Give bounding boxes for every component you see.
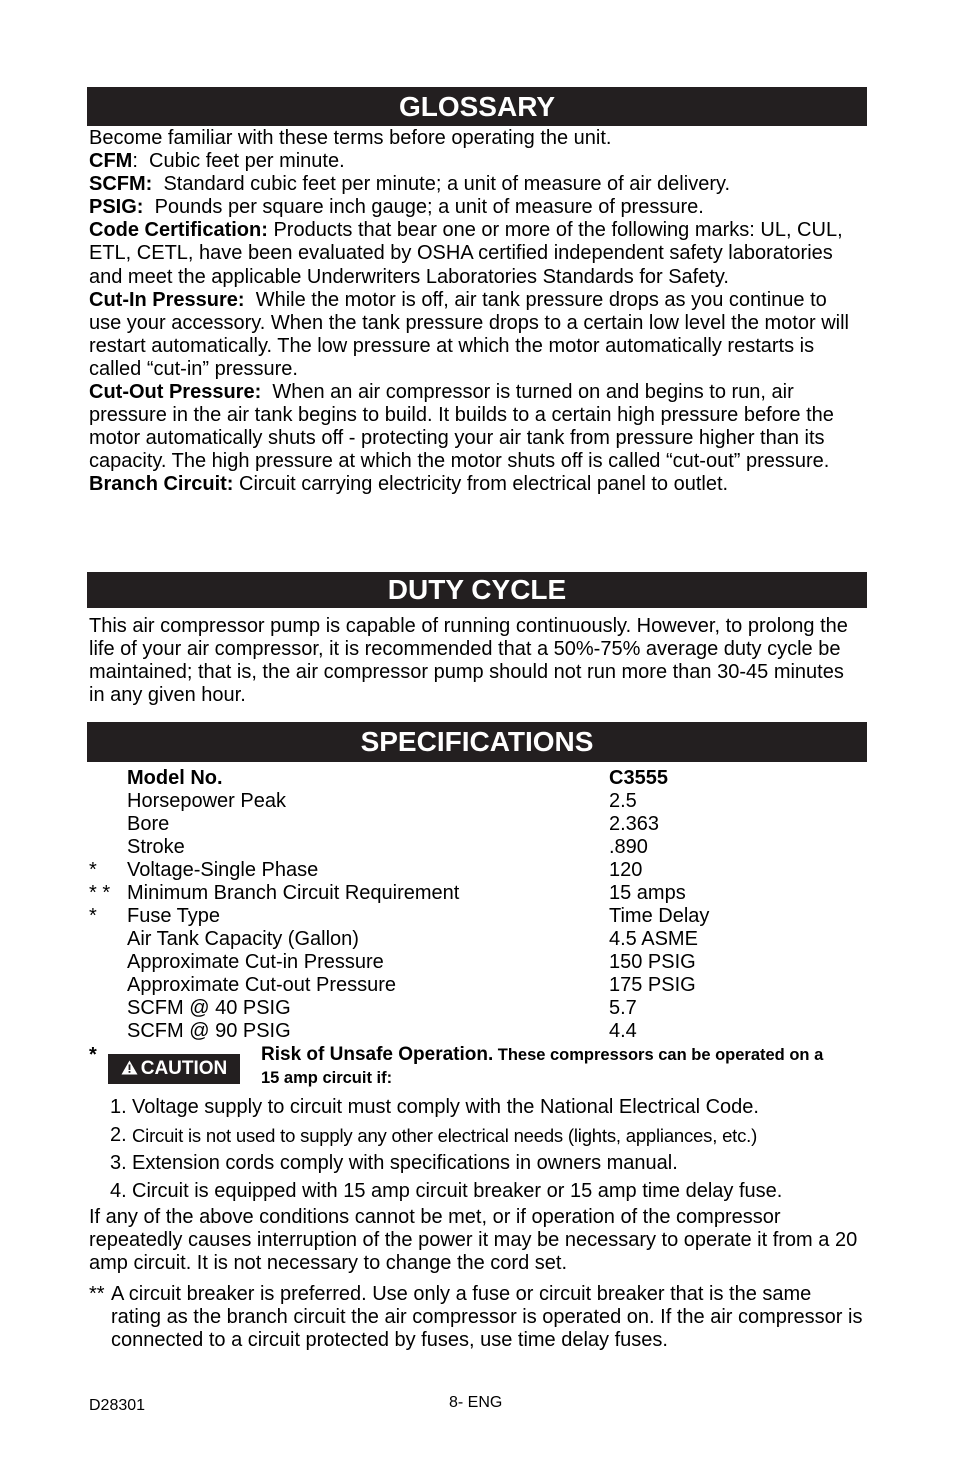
term-label: CFM xyxy=(89,150,133,173)
spec-row xyxy=(89,951,864,974)
spec-label: Stroke xyxy=(127,836,185,858)
term-definition: Circuit carrying electricity from electrical panel to outlet. xyxy=(239,473,729,496)
spec-header-row xyxy=(89,767,864,790)
list-item xyxy=(89,1152,864,1180)
caution-heading: Risk of Unsafe Operation. xyxy=(261,1044,494,1065)
spec-row xyxy=(89,974,864,997)
spec-label: Fuse Type xyxy=(127,905,221,927)
spec-mark: * * xyxy=(89,882,111,904)
footnote-mark: ** xyxy=(89,1283,105,1305)
duty-cycle-paragraph: This air compressor pump is capable of running continuously. However, to prolong the life of your air compressor, it is recommended that a 50%-75% average duty cycle be maintained; that is, the air compressor pump should not run more than 30-45 minutes in any given hour. xyxy=(89,615,848,707)
caution-detail: These compressors can be operated on a 15 amp circuit if: xyxy=(261,1046,824,1087)
spec-row xyxy=(89,997,864,1020)
glossary-term-code-certification xyxy=(89,219,864,288)
spec-row xyxy=(89,882,864,905)
caution-asterisk: * xyxy=(89,1044,97,1066)
spec-value: Time Delay xyxy=(609,905,710,927)
spec-mark: * xyxy=(89,859,97,881)
term-definition: Products that bear one or more of the following marks: UL, CUL, ETL, CETL, have been evaluated by OSHA certified independent safety laboratories and meet the applicable Underwriters Laboratories Standards for Safety. xyxy=(89,219,843,288)
spec-row xyxy=(89,1020,864,1043)
caution-badge-label: CAUTION xyxy=(140,1058,228,1079)
list-text: Voltage supply to circuit must comply with the National Electrical Code. xyxy=(132,1096,759,1118)
spec-label: Approximate Cut-out Pressure xyxy=(127,974,397,996)
spec-value: 2.363 xyxy=(609,813,660,835)
caution-text xyxy=(261,1044,841,1090)
term-definition: Pounds per square inch gauge; a unit of measure of pressure. xyxy=(154,196,704,219)
spec-label: Voltage-Single Phase xyxy=(127,859,319,881)
warning-triangle-icon xyxy=(121,1054,138,1084)
spec-value: 5.7 xyxy=(609,997,637,1019)
term-label: Branch Circuit: xyxy=(89,473,234,496)
spec-value: 120 xyxy=(609,859,643,881)
spec-mark: * xyxy=(89,905,97,927)
spec-label: Minimum Branch Circuit Requirement xyxy=(127,882,460,904)
document-number: D28301 xyxy=(89,1397,146,1414)
spec-row xyxy=(89,928,864,951)
term-label: SCFM: xyxy=(89,173,153,196)
spec-value: 150 PSIG xyxy=(609,951,696,973)
term-definition: Cubic feet per minute. xyxy=(149,150,345,173)
spec-value: 15 amps xyxy=(609,882,686,904)
list-text: Circuit is not used to supply any other electrical needs (lights, appliances, etc.) xyxy=(132,1125,758,1146)
spec-label: Model No. xyxy=(127,767,223,789)
glossary-term-branch-circuit xyxy=(89,473,864,496)
footnote-text: A circuit breaker is preferred. Use only a fuse or circuit breaker that is the same rating as the branch circuit the air compressor is operated on. If the air compressor is connected to a circuit protected by fuses, use time delay fuses. xyxy=(111,1283,863,1352)
list-number: 3. xyxy=(110,1152,127,1174)
list-item xyxy=(89,1180,864,1208)
spec-label: Approximate Cut-in Pressure xyxy=(127,951,384,973)
footnote xyxy=(89,1283,864,1352)
list-text: Circuit is equipped with 15 amp circuit breaker or 15 amp time delay fuse. xyxy=(132,1180,783,1202)
list-text: Extension cords comply with specifications in owners manual. xyxy=(132,1152,678,1174)
spec-label: SCFM @ 90 PSIG xyxy=(127,1020,291,1042)
term-label: PSIG: xyxy=(89,196,144,219)
list-number: 2. xyxy=(110,1124,127,1146)
spec-label: Bore xyxy=(127,813,170,835)
spec-label: SCFM @ 40 PSIG xyxy=(127,997,291,1019)
duty-cycle-header: DUTY CYCLE xyxy=(87,572,867,608)
spec-row xyxy=(89,790,864,813)
list-item xyxy=(89,1124,864,1152)
list-number: 1. xyxy=(110,1096,127,1118)
glossary-intro: Become familiar with these terms before operating the unit. xyxy=(89,127,612,149)
term-definition: Standard cubic feet per minute; a unit of measure of air delivery. xyxy=(163,173,731,196)
term-label: Cut-In Pressure: xyxy=(89,288,245,311)
glossary-body xyxy=(89,127,864,497)
specifications-header: SPECIFICATIONS xyxy=(87,722,867,762)
spec-row xyxy=(89,813,864,836)
spec-value: .890 xyxy=(609,836,648,858)
spec-row xyxy=(89,905,864,928)
glossary-header: GLOSSARY xyxy=(87,87,867,126)
spec-value: 2.5 xyxy=(609,790,637,812)
term-label: Code Certification: xyxy=(89,219,268,242)
spec-row xyxy=(89,859,864,882)
spec-value: C3555 xyxy=(609,767,668,789)
duty-cycle-body xyxy=(89,615,864,707)
spec-label: Horsepower Peak xyxy=(127,790,286,812)
spec-row xyxy=(89,836,864,859)
conditions-list xyxy=(89,1096,864,1208)
page-number: 8- ENG xyxy=(449,1394,503,1411)
specifications-table xyxy=(89,767,864,1043)
term-definition: While the motor is off, air tank pressure drops as you continue to use your accessory. When the tank pressure drops to a certain low level the motor will restart automatically. The low pressure at which the motor automatically restarts is called “cut-in” pressure. xyxy=(89,288,849,380)
list-item xyxy=(89,1096,864,1124)
spec-label: Air Tank Capacity (Gallon) xyxy=(127,928,359,950)
followup-paragraph: If any of the above conditions cannot be met, or if operation of the compressor repeatedly causes interruption of the power it may be necessary to operate it from a 20 amp circuit. It is not necessary to change the cord set. xyxy=(89,1206,858,1275)
spec-value: 4.4 xyxy=(609,1020,637,1042)
caution-badge xyxy=(108,1054,240,1084)
glossary-term-cut-out-pressure xyxy=(89,381,864,473)
spec-value: 175 PSIG xyxy=(609,974,696,996)
term-label: Cut-Out Pressure: xyxy=(89,381,262,404)
glossary-term-scfm xyxy=(89,173,864,196)
glossary-term-cut-in-pressure xyxy=(89,289,864,381)
spec-value: 4.5 ASME xyxy=(609,928,698,950)
list-number: 4. xyxy=(110,1180,127,1202)
caution-notice xyxy=(89,1044,864,1094)
glossary-term-cfm: CFM: Cubic feet per minute. xyxy=(89,150,345,173)
term-definition: When an air compressor is turned on and begins to run, air pressure in the air tank begins to build. It builds to a certain high pressure before the motor automatically shuts off - protecting your air tank from pressure higher than its capacity. The high pressure at which the motor shuts off is called “cut-out” pressure. xyxy=(89,381,834,473)
glossary-term-psig xyxy=(89,196,864,219)
